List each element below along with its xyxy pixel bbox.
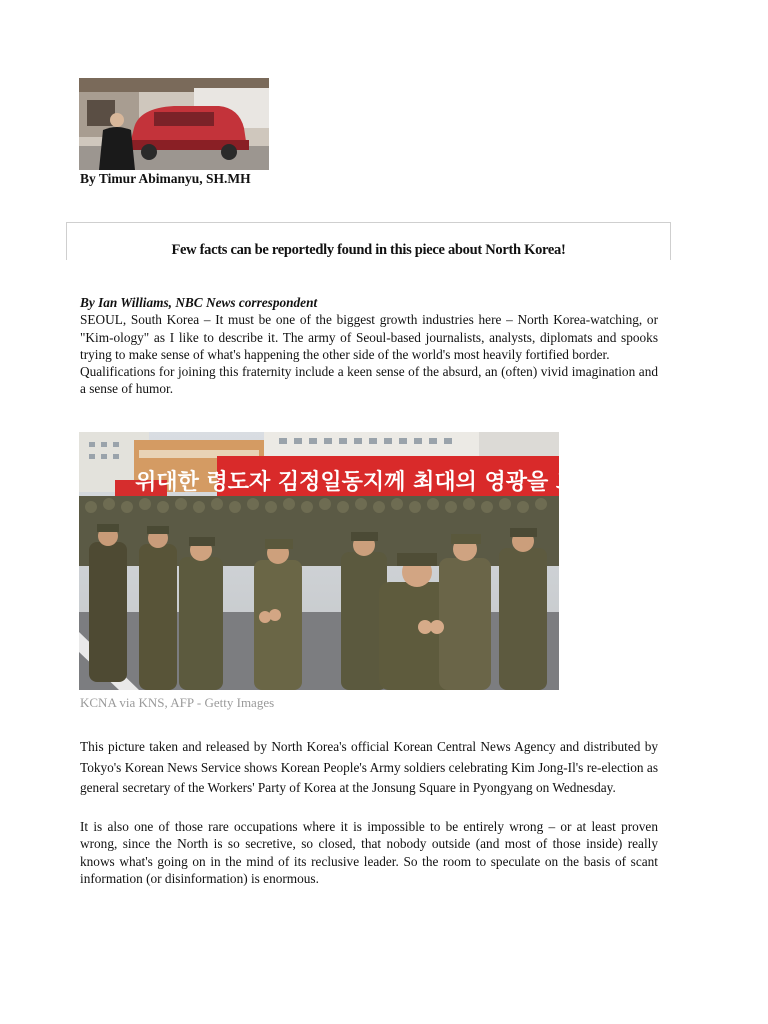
author-photo-graphic bbox=[79, 78, 269, 170]
author-photo bbox=[79, 78, 269, 170]
body-paragraph: This picture taken and released by North Korea's official Korean Central News Agency and distributed by Tokyo's Korean News Service shows Korean People's Army soldiers celebrating Kim Jong-Il's re-election as general secretary of the Workers' Party of Korea at the Jonsung Square in Pyongyang on Wednesday. bbox=[80, 739, 658, 796]
intro-paragraph: SEOUL, South Korea – It must be one of the biggest growth industries here – North Korea-watching, or "Kim-ology" as I like to describe it. The army of Seoul-based journalists, analysts, diplomats and spooks trying to make sense of what's happening the other side of the world's most heavily fortified border. bbox=[80, 312, 658, 362]
headline: Few facts can be reportedly found in this piece about North Korea! bbox=[171, 242, 566, 258]
intro-paragraph: Qualifications for joining this fraternity include a keen sense of the absurd, an (often) vivid imagination and a sense of humor. bbox=[80, 364, 658, 397]
author-byline: By Timur Abimanyu, SH.MH bbox=[80, 171, 251, 186]
headline-box bbox=[66, 222, 671, 260]
article-body-1 bbox=[80, 737, 658, 799]
banner-text: 위대한 령도자 김정일동지께 최대의 영광을 드립니다 bbox=[135, 470, 641, 495]
correspondent-byline: By Ian Williams, NBC News correspondent bbox=[80, 295, 318, 310]
soldiers-photo-graphic bbox=[79, 432, 641, 690]
article-body-2 bbox=[80, 818, 658, 887]
soldiers-photo bbox=[79, 432, 641, 690]
body-paragraph: It is also one of those rare occupations where it is impossible to be entirely wrong – or at least proven wrong, since the North is so secretive, so closed, that nobody outside (and most of those inside) really knows what's going on in the mind of its reclusive leader. So the room to speculate on the basis of scant information (or disinformation) is enormous. bbox=[80, 819, 658, 886]
photo-caption: KCNA via KNS, AFP - Getty Images bbox=[80, 695, 275, 710]
article-intro bbox=[80, 294, 658, 398]
